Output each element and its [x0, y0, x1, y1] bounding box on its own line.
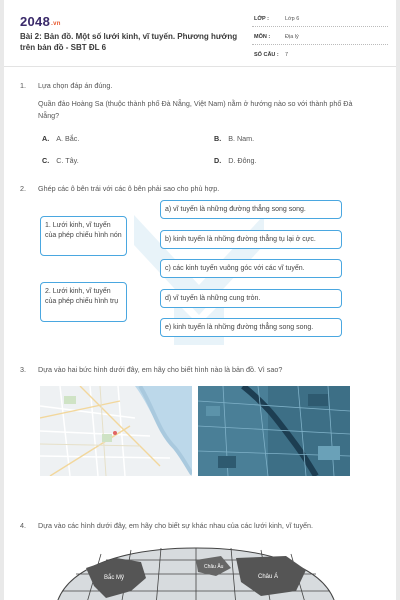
info-value: 7 [285, 52, 289, 58]
option-c[interactable] [42, 156, 79, 165]
info-label: MÔN : [254, 34, 271, 40]
option-a[interactable] [42, 134, 79, 143]
site-logo[interactable]: 2048.vn [20, 14, 61, 29]
option-key: C. [42, 156, 50, 165]
question-number: 3. [20, 365, 26, 374]
worksheet-header [4, 0, 396, 66]
option-text: C. Tây. [56, 156, 79, 165]
worksheet-page [4, 0, 396, 600]
info-label: LỚP : [254, 16, 269, 22]
question-prompt: Dựa vào hai bức hình dưới đây, em hãy cho biết hình nào là bản đồ. Vì sao? [38, 365, 283, 374]
info-value: Địa lý [285, 34, 299, 40]
map-label: Châu Âu [204, 564, 224, 570]
option-key: A. [42, 134, 50, 143]
question-body: Quần đảo Hoàng Sa (thuộc thành phố Đà Nẵng, Việt Nam) nằm ở hướng nào so với thành phố Đà Nẵng? [38, 99, 353, 120]
option-key: B. [214, 134, 222, 143]
street-map-image [40, 386, 192, 476]
match-left-item-1[interactable]: 1. Lưới kinh, vĩ tuyến của phép chiếu hình nón [40, 216, 127, 256]
match-right-item-a[interactable]: a) vĩ tuyến là những đường thẳng song song. [160, 200, 342, 219]
lesson-title: Bài 2: Bản đồ. Một số lưới kinh, vĩ tuyến. Phương hướng trên bản đồ - SBT ĐL 6 [20, 32, 238, 52]
option-key: D. [214, 156, 222, 165]
match-right-item-e[interactable]: e) kinh tuyến là những đường thẳng song song. [160, 318, 342, 337]
question-number: 4. [20, 521, 26, 530]
question-number: 1. [20, 81, 26, 90]
match-right-item-d[interactable]: d) vĩ tuyến là những cung tròn. [160, 289, 342, 308]
question-prompt: Lựa chọn đáp án đúng. [38, 81, 113, 90]
header-divider [4, 66, 396, 67]
match-left-item-2[interactable]: 2. Lưới kinh, vĩ tuyến của phép chiếu hình trụ [40, 282, 127, 322]
match-right-item-c[interactable]: c) các kinh tuyến vuông góc với các vĩ tuyến. [160, 259, 342, 278]
info-value: Lớp 6 [285, 16, 300, 22]
info-panel [252, 13, 388, 67]
map-label: Châu Á [258, 574, 279, 580]
option-text: D. Đông. [228, 156, 257, 165]
info-row-class [252, 13, 388, 27]
map-label: Bắc Mỹ [104, 575, 125, 581]
match-right-item-b[interactable]: b) kinh tuyến là những đường thẳng tụ lại ở cực. [160, 230, 342, 249]
option-b[interactable] [214, 134, 254, 143]
info-row-subject [252, 31, 388, 45]
info-label: SỐ CÂU : [254, 52, 279, 58]
satellite-image [198, 386, 350, 476]
info-row-count [252, 49, 388, 63]
world-map-grid-image [46, 546, 346, 600]
option-text: B. Nam. [228, 134, 255, 143]
question-prompt: Ghép các ô bên trái với các ô bên phải sao cho phù hợp. [38, 184, 220, 193]
option-text: A. Bắc. [56, 134, 80, 143]
option-d[interactable] [214, 156, 257, 165]
question-prompt: Dựa vào các hình dưới đây, em hãy cho biết sự khác nhau của các lưới kinh, vĩ tuyến. [38, 521, 314, 530]
question-number: 2. [20, 184, 26, 193]
